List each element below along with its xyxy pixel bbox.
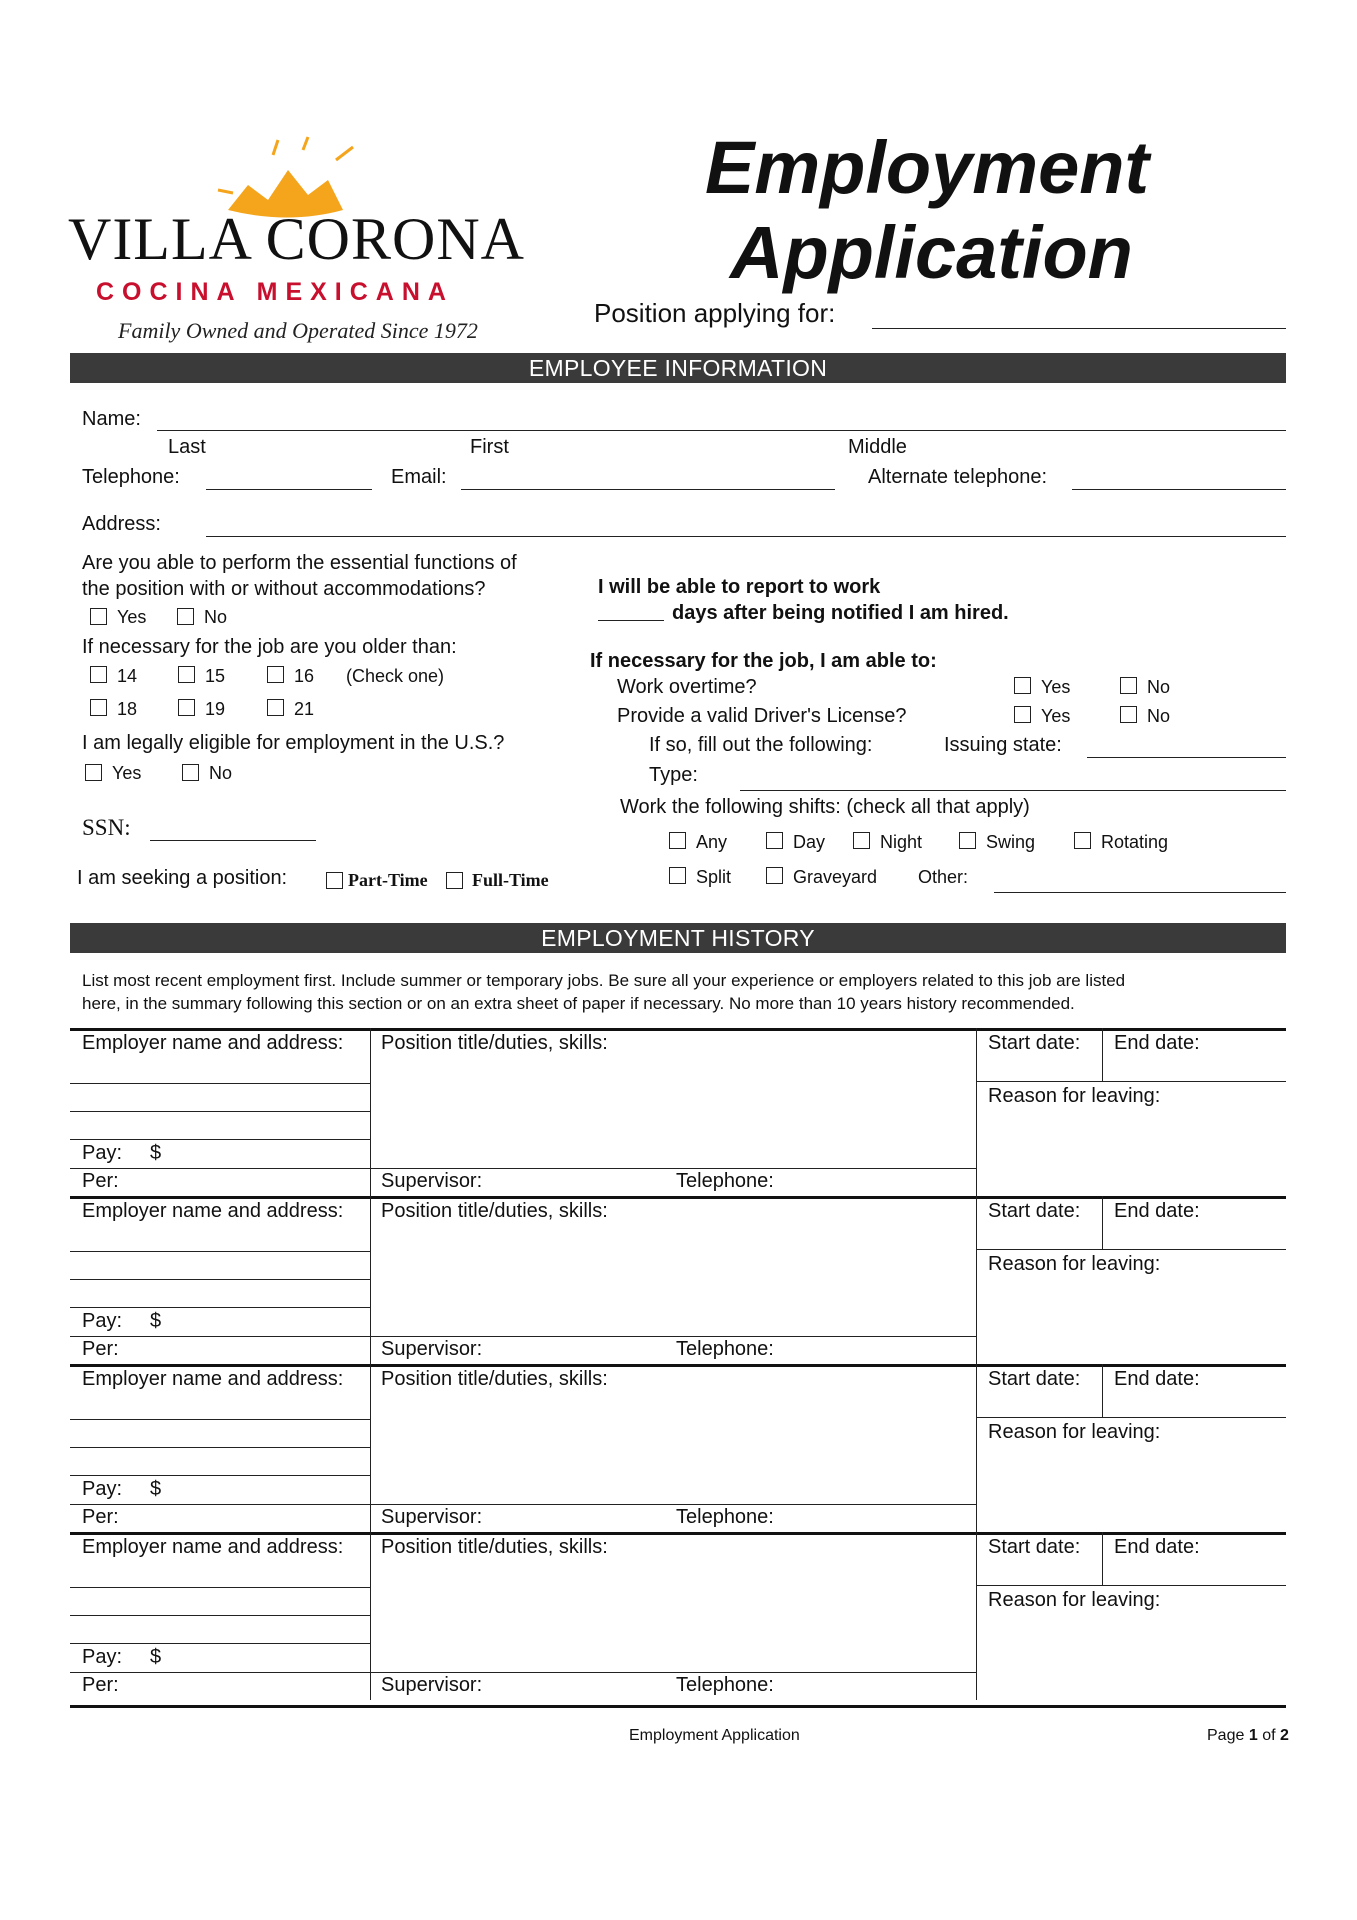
issuing-state-field[interactable] <box>1087 757 1286 758</box>
per-label: Per: <box>82 1674 119 1696</box>
first-label: First <box>470 436 509 458</box>
if-so-label: If so, fill out the following: <box>649 734 873 756</box>
employer-label: Employer name and address: <box>82 1032 344 1054</box>
supervisor-telephone-label: Telephone: <box>676 1338 774 1360</box>
supervisor-telephone-label: Telephone: <box>676 1674 774 1696</box>
history-date-rule <box>976 1081 1286 1082</box>
pay-dollar: $ <box>150 1646 162 1668</box>
employer-line[interactable] <box>70 1279 370 1280</box>
report-days-field[interactable] <box>598 620 664 621</box>
history-col-divider <box>976 1028 977 1196</box>
email-field[interactable] <box>461 489 835 490</box>
reason-leaving-label: Reason for leaving: <box>988 1253 1161 1275</box>
history-date-divider <box>1102 1028 1103 1081</box>
pay-line[interactable] <box>70 1504 370 1505</box>
position-duties-label: Position title/duties, skills: <box>381 1032 608 1054</box>
overtime-label: Work overtime? <box>617 676 757 698</box>
history-col-divider <box>370 1196 371 1364</box>
essential-question-line1: Are you able to perform the essential functions of <box>82 552 517 574</box>
shift-any-label: Any <box>696 832 728 852</box>
history-block-top-rule <box>70 1196 1286 1199</box>
employer-line[interactable] <box>70 1083 370 1084</box>
pay-line[interactable] <box>70 1168 370 1169</box>
license-label: Provide a valid Driver's License? <box>617 705 907 727</box>
eligible-yes-checkbox[interactable] <box>85 764 102 781</box>
employer-line[interactable] <box>70 1643 370 1644</box>
age-16-label: 16 <box>294 666 315 686</box>
shift-other-label: Other: <box>918 867 969 887</box>
pay-line[interactable] <box>70 1336 370 1337</box>
pay-dollar: $ <box>150 1142 162 1164</box>
duties-bottom-rule <box>370 1672 976 1673</box>
start-date-label: Start date: <box>988 1200 1081 1222</box>
email-label: Email: <box>391 466 447 488</box>
per-label: Per: <box>82 1170 119 1192</box>
full-time-checkbox[interactable] <box>446 872 463 889</box>
pay-label: Pay: <box>82 1478 123 1500</box>
footer-center: Employment Application <box>629 1727 800 1744</box>
overtime-yes-checkbox[interactable] <box>1014 677 1031 694</box>
shift-swing-checkbox[interactable] <box>959 832 976 849</box>
history-col-divider <box>976 1364 977 1532</box>
employer-label: Employer name and address: <box>82 1200 344 1222</box>
end-date-label: End date: <box>1114 1368 1200 1390</box>
end-date-label: End date: <box>1114 1200 1200 1222</box>
history-block-top-rule <box>70 1532 1286 1535</box>
shift-graveyard-label: Graveyard <box>793 867 878 887</box>
pay-label: Pay: <box>82 1646 123 1668</box>
essential-yes-checkbox[interactable] <box>90 608 107 625</box>
shifts-label: Work the following shifts: (check all that apply) <box>620 796 1030 818</box>
pay-label: Pay: <box>82 1142 123 1164</box>
overtime-no-checkbox[interactable] <box>1120 677 1137 694</box>
logo-subtitle: COCINA MEXICANA <box>96 278 454 306</box>
employer-line[interactable] <box>70 1447 370 1448</box>
duties-bottom-rule <box>370 1168 976 1169</box>
shift-rotating-checkbox[interactable] <box>1074 832 1091 849</box>
shift-any-checkbox[interactable] <box>669 832 686 849</box>
pay-dollar: $ <box>150 1478 162 1500</box>
employee-info-header: EMPLOYEE INFORMATION <box>70 353 1286 383</box>
name-field[interactable] <box>157 430 1286 431</box>
type-field[interactable] <box>740 790 1286 791</box>
alt-telephone-label: Alternate telephone: <box>868 466 1048 488</box>
end-date-label: End date: <box>1114 1032 1200 1054</box>
able-to-title: If necessary for the job, I am able to: <box>590 650 937 672</box>
page-word: Page <box>1207 1727 1245 1744</box>
history-instructions-line1: List most recent employment first. Include summer or temporary jobs. Be sure all your experience or employers related to this job are listed <box>82 971 1126 990</box>
age-19-checkbox[interactable] <box>178 699 195 716</box>
age-14-label: 14 <box>117 666 138 686</box>
page-title-line2: Application <box>730 211 1133 294</box>
footer-page <box>1207 1727 1289 1745</box>
employer-line[interactable] <box>70 1419 370 1420</box>
age-21-label: 21 <box>294 699 315 719</box>
shift-day-checkbox[interactable] <box>766 832 783 849</box>
full-time-label: Full-Time <box>472 870 549 890</box>
shift-day-label: Day <box>793 832 826 852</box>
position-duties-label: Position title/duties, skills: <box>381 1536 608 1558</box>
pay-dollar: $ <box>150 1310 162 1332</box>
reason-leaving-label: Reason for leaving: <box>988 1085 1161 1107</box>
essential-no-label: No <box>204 607 228 627</box>
age-19-label: 19 <box>205 699 226 719</box>
logo-tagline: Family Owned and Operated Since 1972 <box>118 318 478 343</box>
of-word: of <box>1262 1727 1276 1744</box>
pay-label: Pay: <box>82 1310 123 1332</box>
eligible-question: I am legally eligible for employment in the U.S.? <box>82 732 505 754</box>
history-date-rule <box>976 1417 1286 1418</box>
employer-label: Employer name and address: <box>82 1368 344 1390</box>
position-duties-label: Position title/duties, skills: <box>381 1368 608 1390</box>
position-applying-field[interactable] <box>872 328 1286 329</box>
pay-line[interactable] <box>70 1672 370 1673</box>
shift-split-label: Split <box>696 867 732 887</box>
check-one-label: (Check one) <box>346 666 445 686</box>
page-title-line1: Employment <box>705 126 1150 209</box>
reason-leaving-label: Reason for leaving: <box>988 1589 1161 1611</box>
part-time-checkbox[interactable] <box>326 872 343 889</box>
age-21-checkbox[interactable] <box>267 699 284 716</box>
employer-line[interactable] <box>70 1139 370 1140</box>
type-label: Type: <box>649 764 698 786</box>
shift-split-checkbox[interactable] <box>669 867 686 884</box>
license-yes-label: Yes <box>1041 706 1071 726</box>
shift-graveyard-checkbox[interactable] <box>766 867 783 884</box>
age-15-label: 15 <box>205 666 226 686</box>
reason-leaving-label: Reason for leaving: <box>988 1421 1161 1443</box>
employer-line[interactable] <box>70 1587 370 1588</box>
essential-yes-label: Yes <box>117 607 147 627</box>
eligible-yes-label: Yes <box>112 763 142 783</box>
start-date-label: Start date: <box>988 1536 1081 1558</box>
report-line1: I will be able to report to work <box>598 576 881 598</box>
employment-history-header: EMPLOYMENT HISTORY <box>70 923 1286 953</box>
history-col-divider <box>370 1532 371 1700</box>
supervisor-label: Supervisor: <box>381 1506 483 1528</box>
seeking-label: I am seeking a position: <box>77 867 288 889</box>
middle-label: Middle <box>848 436 907 458</box>
history-instructions-line2: here, in the summary following this section or on an extra sheet of paper if necessary. No more than 10 years history recommended. <box>82 994 1075 1013</box>
last-label: Last <box>168 436 206 458</box>
page-total: 2 <box>1279 1727 1289 1744</box>
position-duties-label: Position title/duties, skills: <box>381 1200 608 1222</box>
history-date-divider <box>1102 1196 1103 1249</box>
supervisor-label: Supervisor: <box>381 1170 483 1192</box>
history-col-divider <box>976 1532 977 1700</box>
shift-other-field[interactable] <box>994 892 1286 893</box>
overtime-yes-label: Yes <box>1041 677 1071 697</box>
shift-rotating-label: Rotating <box>1101 832 1169 852</box>
report-line2: days after being notified I am hired. <box>672 602 1009 624</box>
employer-line[interactable] <box>70 1307 370 1308</box>
history-date-divider <box>1102 1364 1103 1417</box>
essential-no-checkbox[interactable] <box>177 608 194 625</box>
overtime-no-label: No <box>1147 677 1171 697</box>
per-label: Per: <box>82 1506 119 1528</box>
start-date-label: Start date: <box>988 1032 1081 1054</box>
duties-bottom-rule <box>370 1336 976 1337</box>
age-18-label: 18 <box>117 699 138 719</box>
start-date-label: Start date: <box>988 1368 1081 1390</box>
history-block-top-rule <box>70 1364 1286 1367</box>
age-18-checkbox[interactable] <box>90 699 107 716</box>
license-no-checkbox[interactable] <box>1120 706 1137 723</box>
duties-bottom-rule <box>370 1504 976 1505</box>
position-applying-label: Position applying for: <box>594 298 836 328</box>
alt-telephone-field[interactable] <box>1072 489 1286 490</box>
shift-swing-label: Swing <box>986 832 1036 852</box>
history-date-rule <box>976 1585 1286 1586</box>
supervisor-telephone-label: Telephone: <box>676 1506 774 1528</box>
employer-line[interactable] <box>70 1251 370 1252</box>
ssn-label: SSN: <box>82 815 131 840</box>
age-16-checkbox[interactable] <box>267 666 284 683</box>
supervisor-telephone-label: Telephone: <box>676 1170 774 1192</box>
ssn-field[interactable] <box>150 840 316 841</box>
license-yes-checkbox[interactable] <box>1014 706 1031 723</box>
part-time-label: Part-Time <box>348 870 428 890</box>
history-col-divider <box>370 1028 371 1196</box>
address-field[interactable] <box>206 536 1286 537</box>
per-label: Per: <box>82 1338 119 1360</box>
history-date-divider <box>1102 1532 1103 1585</box>
employer-label: Employer name and address: <box>82 1536 344 1558</box>
page-number: 1 <box>1248 1727 1258 1744</box>
telephone-field[interactable] <box>206 489 372 490</box>
history-block-top-rule <box>70 1028 1286 1031</box>
address-label: Address: <box>82 513 161 535</box>
history-date-rule <box>976 1249 1286 1250</box>
essential-question-line2: the position with or without accommodations? <box>82 578 486 600</box>
age-question: If necessary for the job are you older than: <box>82 636 457 658</box>
age-15-checkbox[interactable] <box>178 666 195 683</box>
eligible-no-checkbox[interactable] <box>182 764 199 781</box>
supervisor-label: Supervisor: <box>381 1674 483 1696</box>
logo-brand: VILLA CORONA <box>68 206 525 272</box>
eligible-no-label: No <box>209 763 233 783</box>
end-date-label: End date: <box>1114 1536 1200 1558</box>
license-no-label: No <box>1147 706 1171 726</box>
age-14-checkbox[interactable] <box>90 666 107 683</box>
shift-night-checkbox[interactable] <box>853 832 870 849</box>
history-col-divider <box>976 1196 977 1364</box>
history-bottom-rule <box>70 1705 1286 1708</box>
history-col-divider <box>370 1364 371 1532</box>
name-label: Name: <box>82 408 141 430</box>
telephone-label: Telephone: <box>82 466 180 488</box>
employer-line[interactable] <box>70 1111 370 1112</box>
supervisor-label: Supervisor: <box>381 1338 483 1360</box>
employer-line[interactable] <box>70 1475 370 1476</box>
issuing-state-label: Issuing state: <box>944 734 1062 756</box>
employer-line[interactable] <box>70 1615 370 1616</box>
logo <box>68 135 568 355</box>
shift-night-label: Night <box>880 832 923 852</box>
